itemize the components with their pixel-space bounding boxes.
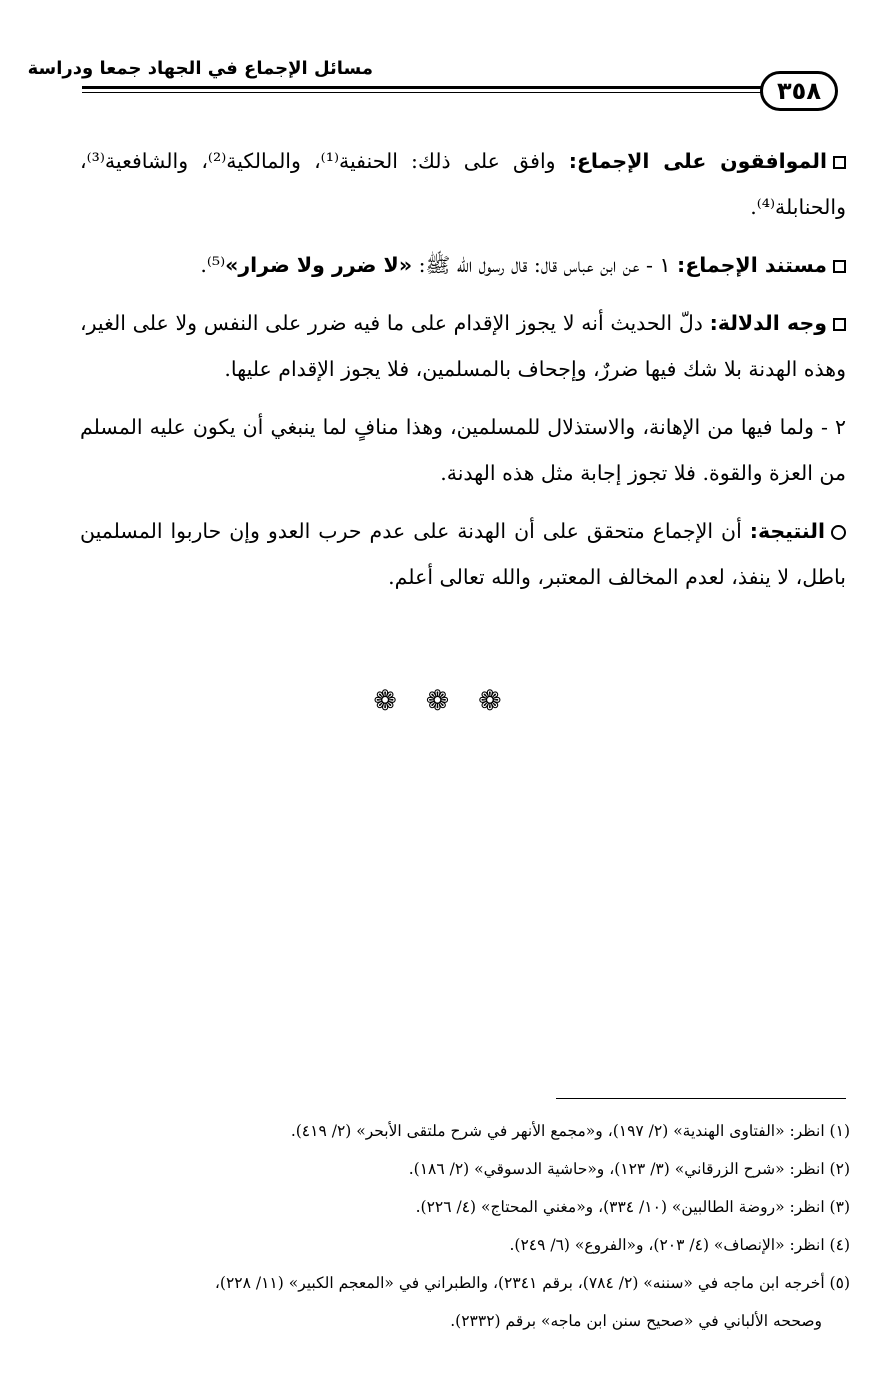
footnotes bbox=[80, 1112, 850, 1340]
paragraph-text-end: ⁽⁵⁾. bbox=[200, 253, 226, 277]
paragraph-text: ١ - عن ابن عباس قال: قال رسول الله ﷺ: bbox=[412, 253, 678, 277]
footnote-5-continued: وصححه الألباني في «صحيح سنن ابن ماجه» برقم (٢٣٣٢). bbox=[450, 1312, 822, 1330]
paragraph-lead: الموافقون على الإجماع: bbox=[568, 149, 827, 173]
footnote-5: (٥) أخرجه ابن ماجه في «سننه» (٢/ ٧٨٤)، برقم ٢٣٤١)، والطبراني في «المعجم الكبير» (١١/ ٢٢٨)، bbox=[214, 1274, 850, 1292]
paragraph-second-reason bbox=[80, 404, 846, 496]
footnote-4: (٤) انظر: «الإنصاف» (٤/ ٢٠٣)، و«الفروع» (٦/ ٢٤٩). bbox=[509, 1236, 850, 1254]
footnote-2: (٢) انظر: «شرح الزرقاني» (٣/ ١٢٣)، و«حاشية الدسوقي» (٢/ ١٨٦). bbox=[408, 1160, 850, 1178]
header-rule-thick bbox=[82, 86, 762, 89]
main-text bbox=[80, 138, 846, 612]
square-bullet-icon bbox=[833, 156, 846, 169]
hadith-quote: «لا ضرر ولا ضرار» bbox=[225, 253, 413, 277]
circle-bullet-icon bbox=[831, 525, 846, 540]
paragraph-text: أن الإجماع متحقق على أن الهدنة على عدم حرب العدو وإن حاربوا المسلمين باطل، لا ينفذ، لعدم المخالف المعتبر، والله تعالى أعلم. bbox=[80, 519, 846, 589]
paragraph-lead: وجه الدلالة: bbox=[709, 311, 827, 335]
page-number-badge: ٣٥٨ bbox=[760, 71, 838, 111]
footnote-3: (٣) انظر: «روضة الطالبين» (١٠/ ٣٣٤)، و«مغني المحتاج» (٤/ ٢٢٦). bbox=[415, 1198, 850, 1216]
square-bullet-icon bbox=[833, 260, 846, 273]
paragraph-lead: النتيجة: bbox=[749, 519, 825, 543]
header-rule-thin bbox=[82, 92, 762, 93]
flower-ornaments: ❁ ❁ ❁ bbox=[373, 684, 512, 717]
footnote-rule bbox=[556, 1098, 846, 1099]
paragraph-text: دلّ الحديث أنه لا يجوز الإقدام على ما فيه ضرر على النفس ولا على الغير، وهذه الهدنة بلا شك فيها ضررٌ، وإجحاف بالمسلمين، فلا يجوز الإقدام عليها. bbox=[80, 311, 846, 381]
paragraph-lead: مستند الإجماع: bbox=[677, 253, 827, 277]
paragraph-inference bbox=[80, 300, 846, 392]
paragraph-text: وافق على ذلك: الحنفية⁽¹⁾، والمالكية⁽²⁾، والشافعية⁽³⁾، والحنابلة⁽⁴⁾. bbox=[80, 149, 846, 219]
running-header-title: مسائل الإجماع في الجهاد جمعا ودراسة bbox=[27, 58, 373, 79]
paragraph-evidence bbox=[80, 242, 846, 288]
paragraph-agreeing-parties bbox=[80, 138, 846, 230]
square-bullet-icon bbox=[833, 318, 846, 331]
paragraph-result bbox=[80, 508, 846, 600]
footnote-1: (١) انظر: «الفتاوى الهندية» (٢/ ١٩٧)، و«مجمع الأنهر في شرح ملتقى الأبحر» (٢/ ٤١٩). bbox=[290, 1122, 850, 1140]
paragraph-text: ٢ - ولما فيها من الإهانة، والاستذلال للمسلمين، وهذا منافٍ لما ينبغي أن يكون عليه المسلم من العزة والقوة. فلا تجوز إجابة مثل هذه الهدنة. bbox=[80, 415, 846, 485]
